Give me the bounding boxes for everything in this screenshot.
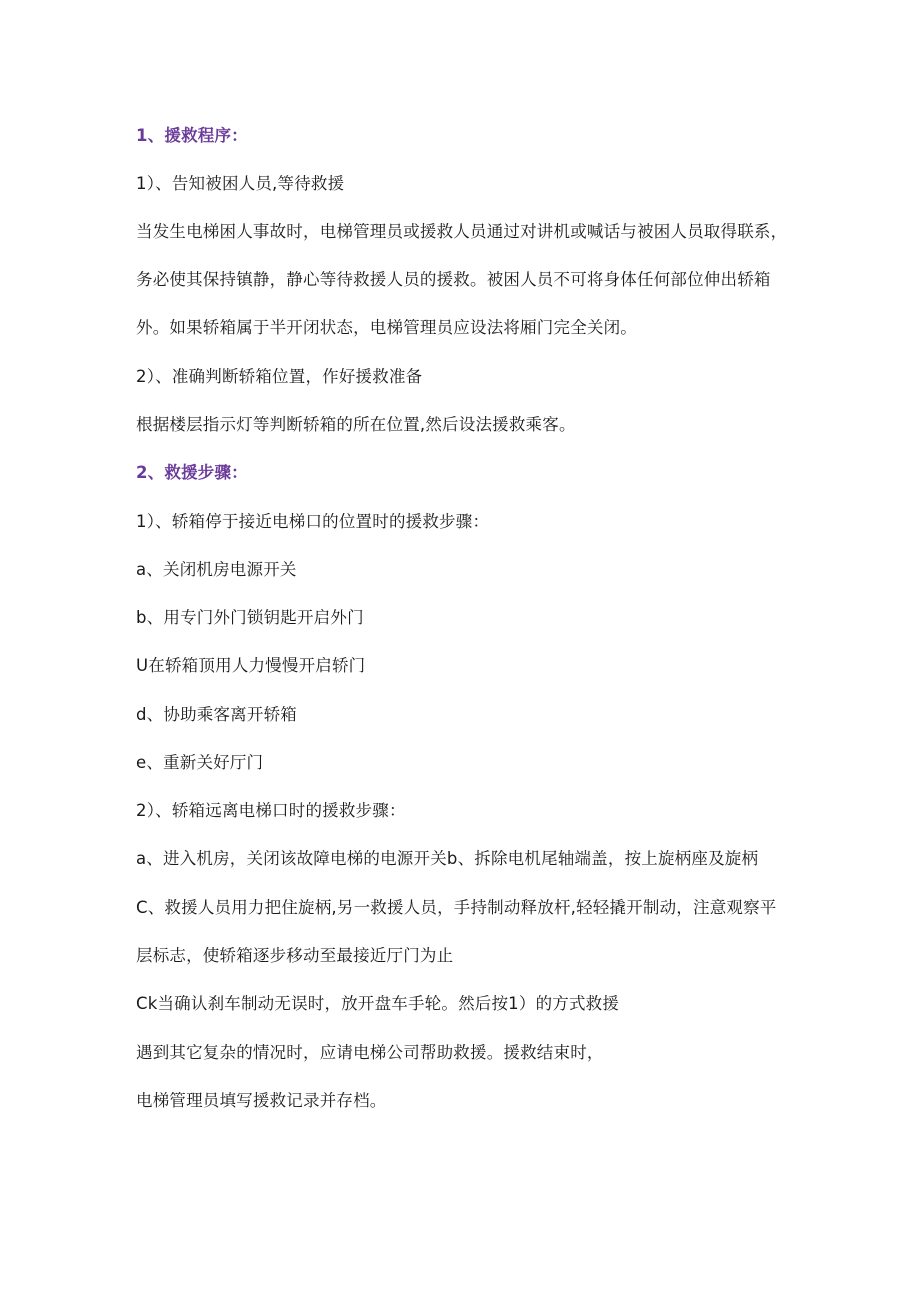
list-item: C、救援人员用力把住旋柄,另一救援人员，手持制动释放杆,轻轻撬开制动，注意观察平 (136, 898, 777, 917)
section-heading-rescue-steps: 2、救援步骤： (136, 463, 248, 482)
paragraph-line: 电梯管理员填写援救记录并存档。 (136, 1091, 387, 1110)
list-item: Ck当确认刹车制动无误时，放开盘车手轮。然后按1）的方式救援 (136, 994, 620, 1013)
paragraph-line: 务必使其保持镇静，静心等待救援人员的援救。被困人员不可将身体任何部位伸出轿箱 (136, 270, 771, 289)
list-item: U在轿箱顶用人力慢慢开启轿门 (136, 656, 366, 675)
section-heading-rescue-procedure: 1、援救程序： (136, 126, 248, 145)
list-item: a、进入机房，关闭该故障电梯的电源开关b、拆除电机尾轴端盖，按上旋柄座及旋柄 (136, 849, 759, 868)
step-heading-far-from-exit: 2）、轿箱远离电梯口时的援救步骤： (136, 801, 406, 820)
step-heading-judge-position: 2）、准确判断轿箱位置，作好援救准备 (136, 367, 423, 386)
paragraph-line: 层标志，使轿箱逐步移动至最接近厅门为止 (136, 946, 454, 965)
list-item: e、重新关好厅门 (136, 753, 264, 772)
list-item: d、协助乘客离开轿箱 (136, 705, 297, 724)
step-heading-notify-trapped: 1）、告知被困人员,等待救援 (136, 174, 345, 193)
list-item: a、关闭机房电源开关 (136, 560, 297, 579)
paragraph-line: 遇到其它复杂的情况时，应请电梯公司帮助救援。援救结束时， (136, 1043, 604, 1062)
paragraph-line: 根据楼层指示灯等判断轿箱的所在位置,然后设法援救乘客。 (136, 415, 576, 434)
paragraph-line: 外。如果轿箱属于半开闭状态，电梯管理员应设法将厢门完全关闭。 (136, 318, 637, 337)
step-heading-near-exit: 1）、轿箱停于接近电梯口的位置时的援救步骤： (136, 512, 490, 531)
list-item: b、用专门外门锁钥匙开启外门 (136, 608, 364, 627)
paragraph-line: 当发生电梯困人事故时，电梯管理员或援救人员通过对讲机或喊话与被困人员取得联系， (136, 222, 788, 241)
